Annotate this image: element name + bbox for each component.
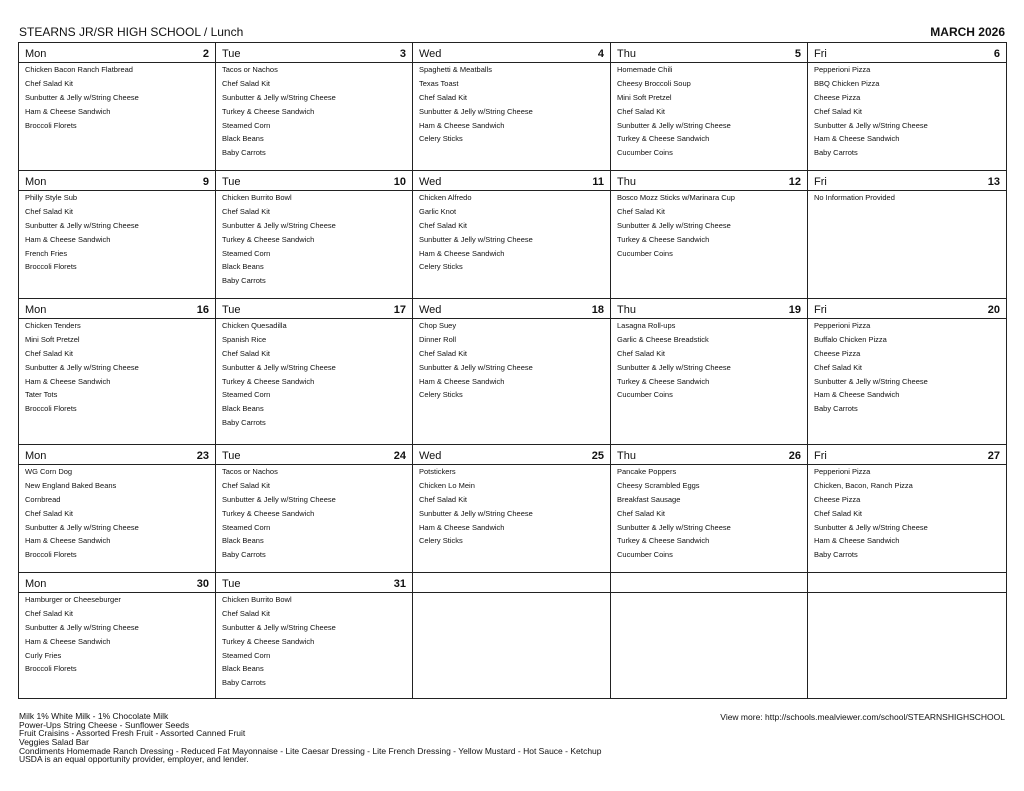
menu-item: Broccoli Florets [25,120,77,130]
menu-item: Broccoli Florets [25,550,77,560]
menu-item: Broccoli Florets [25,404,77,414]
menu-item: Chicken Burrito Bowl [222,193,292,202]
day-menu-cell [413,593,611,699]
menu-item: Chef Salad Kit [25,508,73,518]
menu-item: Turkey & Cheese Sandwich [617,376,710,386]
menu-item: Garlic Knot [419,206,457,216]
menu-item: Baby Carrots [222,418,266,428]
menu-item: No Information Provided [814,193,895,202]
menu-item: Steamed Corn [222,248,271,258]
day-of-week: Tue [222,304,241,316]
day-menu-cell [611,191,808,299]
menu-item: Cucumber Coins [617,550,673,560]
menu-item: Steamed Corn [222,390,271,400]
day-header-cell [216,43,413,63]
day-menu-cell [808,465,1007,573]
day-menu-cell [19,593,216,699]
day-of-week: Thu [617,48,636,60]
menu-item: Chef Salad Kit [814,508,862,518]
day-of-week: Thu [617,176,636,188]
day-of-week: Mon [25,304,47,316]
day-menu-cell [216,593,413,699]
menu-item: BBQ Chicken Pizza [814,78,880,88]
menu-item: Chef Salad Kit [617,206,665,216]
day-header-cell [413,445,611,465]
day-header-cell [611,171,808,191]
menu-item: Sunbutter & Jelly w/String Cheese [814,522,928,532]
menu-item: Ham & Cheese Sandwich [814,390,900,400]
menu-item: Cornbread [25,494,61,504]
menu-item: Chicken Alfredo [419,193,472,202]
menu-item: Chicken Bacon Ranch Flatbread [25,65,133,74]
menu-item: Ham & Cheese Sandwich [419,248,505,258]
month-label: MARCH 2026 [930,25,1005,39]
day-of-week: Fri [814,304,827,316]
menu-item: Chef Salad Kit [419,348,467,358]
day-header-cell [611,445,808,465]
menu-item: Turkey & Cheese Sandwich [222,234,315,244]
day-number: 24 [393,450,406,462]
day-number: 17 [393,304,406,316]
day-number: 30 [196,578,209,590]
day-number: 20 [987,304,1000,316]
day-header-cell [808,171,1007,191]
day-number: 6 [993,48,1000,60]
week-header-row [19,445,1007,465]
menu-item: Baby Carrots [814,550,858,560]
day-header-cell [216,573,413,593]
menu-item: Chef Salad Kit [617,106,665,116]
menu-item: Chef Salad Kit [222,480,270,490]
menu-item: Turkey & Cheese Sandwich [617,134,710,144]
day-header-cell [611,43,808,63]
menu-item: Garlic & Cheese Breadstick [617,334,709,344]
menu-item: Chef Salad Kit [419,92,467,102]
menu-item: Chef Salad Kit [25,608,73,618]
menu-item: New England Baked Beans [25,480,117,490]
week-header-row [19,171,1007,191]
menu-item: Pancake Poppers [617,467,677,476]
menu-item: Ham & Cheese Sandwich [419,376,505,386]
day-of-week: Mon [25,450,47,462]
footer-notes [19,712,602,764]
menu-item: Spanish Rice [222,334,267,344]
menu-item: Baby Carrots [222,148,266,158]
day-of-week: Mon [25,176,47,188]
day-menu-cell [216,319,413,445]
day-number: 23 [196,450,209,462]
menu-item: Sunbutter & Jelly w/String Cheese [25,92,139,102]
menu-item: Sunbutter & Jelly w/String Cheese [419,508,533,518]
day-number: 4 [597,48,604,60]
menu-item: Black Beans [222,134,264,144]
menu-item: WG Corn Dog [25,467,73,476]
menu-item: Breakfast Sausage [617,494,681,504]
day-number: 16 [196,304,209,316]
day-of-week: Wed [419,450,442,462]
day-menu-cell [611,465,808,573]
menu-item: Black Beans [222,536,264,546]
menu-item: Turkey & Cheese Sandwich [617,536,710,546]
menu-item: Turkey & Cheese Sandwich [222,636,315,646]
page-title: STEARNS JR/SR HIGH SCHOOL / Lunch [19,25,244,39]
day-of-week: Tue [222,48,241,60]
menu-item: Cucumber Coins [617,390,673,400]
menu-item: Pepperioni Pizza [814,321,871,330]
menu-calendar [18,42,1007,699]
day-number: 18 [591,304,604,316]
menu-item: Chicken Tenders [25,321,81,330]
menu-item: Steamed Corn [222,650,271,660]
menu-item: Tacos or Nachos [222,467,278,476]
day-header-cell [216,299,413,319]
day-of-week: Fri [814,176,827,188]
menu-item: Steamed Corn [222,522,271,532]
week-menu-row [19,593,1007,699]
day-header-cell [611,573,808,593]
day-number: 10 [393,176,406,188]
menu-item: Pepperioni Pizza [814,65,871,74]
menu-item: Ham & Cheese Sandwich [419,120,505,130]
day-header-cell [19,171,216,191]
menu-item: Sunbutter & Jelly w/String Cheese [814,120,928,130]
menu-item: Tater Tots [25,390,58,400]
footer-line: Condiments Homemade Ranch Dressing - Reduced Fat Mayonnaise - Lite Caesar Dressing - Lite French Dressing - Yellow Mustard - Hot Sauce - Ketchup [19,745,602,756]
menu-item: Chef Salad Kit [419,494,467,504]
menu-item: Sunbutter & Jelly w/String Cheese [25,362,139,372]
day-menu-cell [611,319,808,445]
footer-line: Veggies Salad Bar [19,736,89,747]
menu-item: Chop Suey [419,321,457,330]
menu-item: Cheese Pizza [814,348,861,358]
day-menu-cell [808,319,1007,445]
menu-item: Chef Salad Kit [25,206,73,216]
day-number: 2 [202,48,209,60]
week-header-row [19,573,1007,593]
menu-item: Potstickers [419,467,456,476]
menu-item: Celery Sticks [419,390,463,400]
day-header-cell [19,573,216,593]
menu-item: Cucumber Coins [617,248,673,258]
week-header-row [19,43,1007,63]
menu-item: Sunbutter & Jelly w/String Cheese [222,622,336,632]
day-menu-cell [216,63,413,171]
day-number: 11 [592,176,604,188]
day-number: 27 [987,450,1000,462]
day-menu-cell [413,319,611,445]
day-number: 12 [788,176,801,188]
menu-item: Chicken Quesadilla [222,321,287,330]
menu-item: Cheese Pizza [814,494,861,504]
day-menu-cell [611,593,808,699]
day-of-week: Fri [814,48,827,60]
menu-item: Buffalo Chicken Pizza [814,334,887,344]
day-of-week: Tue [222,450,241,462]
day-header-cell [216,171,413,191]
menu-item: Hamburger or Cheeseburger [25,595,121,604]
day-header-cell [808,299,1007,319]
menu-item: Black Beans [222,404,264,414]
menu-item: Cheese Pizza [814,92,861,102]
footer-line: Power-Ups String Cheese - Sunflower Seeds [19,719,190,730]
menu-item: Tacos or Nachos [222,65,278,74]
day-header-cell [413,299,611,319]
menu-item: Celery Sticks [419,262,463,272]
menu-item: Homemade Chili [617,65,673,74]
day-of-week: Thu [617,450,636,462]
view-more [720,712,1005,722]
view-more-link[interactable]: http://schools.mealviewer.com/school/STEARNSHIGHSCHOOL [765,712,1005,722]
day-menu-cell [413,465,611,573]
menu-item: Texas Toast [419,78,459,88]
footer-line: Fruit Craisins - Assorted Fresh Fruit - Assorted Canned Fruit [19,728,246,739]
day-of-week: Mon [25,578,47,590]
day-menu-cell [19,63,216,171]
menu-item: Chef Salad Kit [25,78,73,88]
menu-item: Ham & Cheese Sandwich [814,536,900,546]
footer-line: USDA is an equal opportunity provider, employer, and lender. [19,754,249,765]
day-header-cell [19,299,216,319]
menu-item: Steamed Corn [222,120,271,130]
menu-item: Lasagna Roll-ups [617,321,676,330]
day-number: 9 [202,176,209,188]
menu-item: Cheesy Scrambled Eggs [617,480,700,490]
day-number: 13 [987,176,1000,188]
menu-item: Spaghetti & Meatballs [419,65,492,74]
menu-item: Chef Salad Kit [814,362,862,372]
menu-item: Baby Carrots [222,276,266,286]
day-of-week: Wed [419,176,442,188]
menu-item: Mini Soft Pretzel [617,92,672,102]
menu-item: Sunbutter & Jelly w/String Cheese [617,522,731,532]
menu-item: Baby Carrots [814,404,858,414]
week-menu-row [19,191,1007,299]
menu-item: Bosco Mozz Sticks w/Marinara Cup [617,193,735,202]
menu-item: Ham & Cheese Sandwich [25,536,111,546]
day-of-week: Wed [419,304,442,316]
day-menu-cell [611,63,808,171]
menu-item: French Fries [25,248,68,258]
day-menu-cell [19,319,216,445]
view-more-label: View more: [720,712,763,722]
menu-item: Chicken, Bacon, Ranch Pizza [814,480,913,490]
menu-item: Black Beans [222,664,264,674]
day-menu-cell [808,593,1007,699]
day-header-cell [216,445,413,465]
day-header-cell [808,445,1007,465]
day-number: 25 [591,450,604,462]
day-menu-cell [808,63,1007,171]
menu-item: Sunbutter & Jelly w/String Cheese [222,362,336,372]
menu-item: Sunbutter & Jelly w/String Cheese [222,494,336,504]
day-header-cell [413,573,611,593]
day-header-cell [413,171,611,191]
day-header-cell [19,445,216,465]
menu-item: Sunbutter & Jelly w/String Cheese [222,92,336,102]
day-menu-cell [808,191,1007,299]
day-header-cell [808,43,1007,63]
menu-item: Ham & Cheese Sandwich [419,522,505,532]
week-header-row [19,299,1007,319]
menu-item: Sunbutter & Jelly w/String Cheese [617,220,731,230]
menu-item: Pepperioni Pizza [814,467,871,476]
day-menu-cell [413,191,611,299]
menu-item: Chef Salad Kit [814,106,862,116]
menu-item: Chef Salad Kit [617,508,665,518]
menu-item: Celery Sticks [419,134,463,144]
menu-item: Chef Salad Kit [222,206,270,216]
menu-item: Sunbutter & Jelly w/String Cheese [25,220,139,230]
menu-item: Ham & Cheese Sandwich [25,106,111,116]
menu-item: Broccoli Florets [25,262,77,272]
day-number: 19 [788,304,801,316]
menu-item: Mini Soft Pretzel [25,334,80,344]
menu-item: Chicken Lo Mein [419,480,475,490]
menu-item: Sunbutter & Jelly w/String Cheese [814,376,928,386]
menu-item: Ham & Cheese Sandwich [25,636,111,646]
menu-item: Sunbutter & Jelly w/String Cheese [419,106,533,116]
menu-item: Ham & Cheese Sandwich [25,234,111,244]
menu-item: Baby Carrots [222,550,266,560]
menu-item: Sunbutter & Jelly w/String Cheese [25,522,139,532]
menu-item: Sunbutter & Jelly w/String Cheese [222,220,336,230]
menu-item: Turkey & Cheese Sandwich [222,106,315,116]
footer-line: Milk 1% White Milk - 1% Chocolate Milk [19,711,169,721]
menu-item: Dinner Roll [419,334,457,344]
menu-item: Turkey & Cheese Sandwich [617,234,710,244]
menu-item: Black Beans [222,262,264,272]
day-number: 31 [393,578,406,590]
day-menu-cell [216,465,413,573]
week-menu-row [19,319,1007,445]
menu-item: Broccoli Florets [25,664,77,674]
day-header-cell [413,43,611,63]
day-menu-cell [19,191,216,299]
day-of-week: Fri [814,450,827,462]
day-menu-cell [19,465,216,573]
menu-item: Baby Carrots [814,148,858,158]
menu-item: Chef Salad Kit [222,78,270,88]
menu-item: Baby Carrots [222,678,266,688]
menu-item: Celery Sticks [419,536,463,546]
menu-item: Chef Salad Kit [222,348,270,358]
menu-item: Sunbutter & Jelly w/String Cheese [419,362,533,372]
menu-item: Chef Salad Kit [222,608,270,618]
menu-item: Chicken Burrito Bowl [222,595,292,604]
menu-item: Chef Salad Kit [25,348,73,358]
day-menu-cell [216,191,413,299]
menu-item: Chef Salad Kit [617,348,665,358]
menu-item: Curly Fries [25,650,62,660]
menu-item: Sunbutter & Jelly w/String Cheese [25,622,139,632]
menu-item: Sunbutter & Jelly w/String Cheese [617,120,731,130]
menu-item: Cheesy Broccoli Soup [617,78,691,88]
menu-item: Philly Style Sub [25,193,78,202]
menu-item: Sunbutter & Jelly w/String Cheese [419,234,533,244]
menu-item: Ham & Cheese Sandwich [25,376,111,386]
day-menu-cell [413,63,611,171]
day-of-week: Mon [25,48,47,60]
menu-item: Cucumber Coins [617,148,673,158]
week-menu-row [19,465,1007,573]
menu-item: Ham & Cheese Sandwich [814,134,900,144]
day-number: 5 [794,48,801,60]
day-of-week: Tue [222,176,241,188]
menu-item: Turkey & Cheese Sandwich [222,508,315,518]
day-number: 26 [788,450,801,462]
day-number: 3 [399,48,406,60]
week-menu-row [19,63,1007,171]
day-header-cell [611,299,808,319]
day-of-week: Wed [419,48,442,60]
day-of-week: Tue [222,578,241,590]
menu-item: Chef Salad Kit [419,220,467,230]
day-of-week: Thu [617,304,636,316]
day-header-cell [808,573,1007,593]
menu-item: Sunbutter & Jelly w/String Cheese [617,362,731,372]
day-header-cell [19,43,216,63]
menu-item: Turkey & Cheese Sandwich [222,376,315,386]
